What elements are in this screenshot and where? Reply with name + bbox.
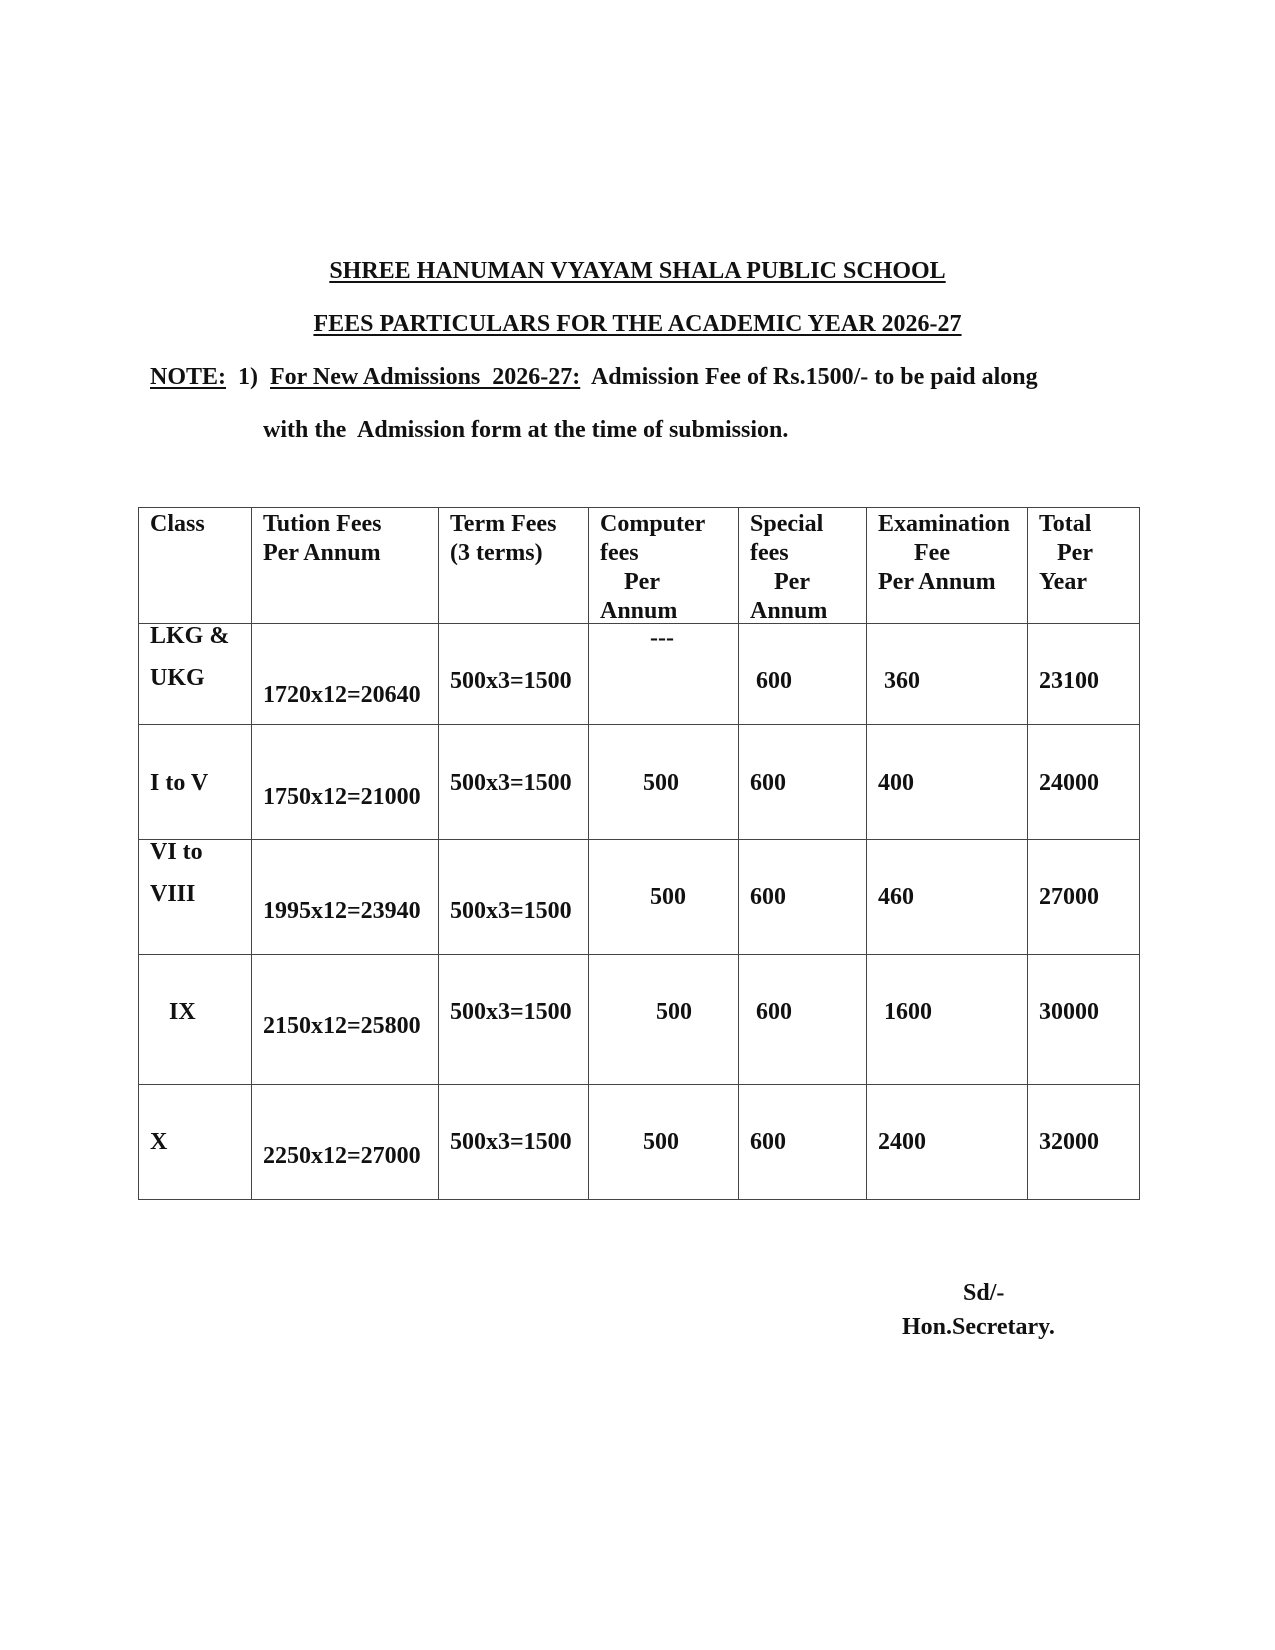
header-total-label: Total Per Year <box>1039 511 1093 595</box>
cell-computer-value: 500 <box>650 884 686 910</box>
cell-tuition-value: 1720x12=20640 <box>263 682 421 708</box>
cell-term <box>439 624 589 725</box>
cell-computer-value: 500 <box>656 999 692 1025</box>
cell-term-value: 500x3=1500 <box>450 770 572 796</box>
cell-total <box>1028 725 1140 840</box>
header-term-label: Term Fees (3 terms) <box>450 511 557 566</box>
cell-computer-value: 500 <box>643 1129 679 1155</box>
cell-special <box>739 955 867 1085</box>
cell-exam-value: 2400 <box>878 1129 926 1155</box>
cell-exam <box>867 725 1028 840</box>
header-special-label: Special fees Per Annum <box>750 511 828 624</box>
cell-total-value: 23100 <box>1039 668 1099 694</box>
table-row <box>139 955 1140 1085</box>
cell-special-value: 600 <box>750 770 786 796</box>
cell-special-value: 600 <box>756 668 792 694</box>
header-total <box>1028 508 1140 624</box>
school-name-title: SHREE HANUMAN VYAYAM SHALA PUBLIC SCHOOL <box>329 258 946 284</box>
cell-exam <box>867 624 1028 725</box>
cell-term-value: 500x3=1500 <box>450 999 572 1025</box>
cell-tuition-value: 1995x12=23940 <box>263 898 421 924</box>
cell-term <box>439 955 589 1085</box>
header-special <box>739 508 867 624</box>
cell-class-value: IX <box>169 999 196 1025</box>
header-class-label: Class <box>150 511 205 537</box>
cell-class-value: I to V <box>150 770 209 796</box>
header-term <box>439 508 589 624</box>
cell-special-value: 600 <box>756 999 792 1025</box>
cell-class-value: VI to VIII <box>150 839 203 907</box>
note-line-1-text: Admission Fee of Rs.1500/- to be paid along <box>590 364 1038 390</box>
note-item-heading: For New Admissions 2026-27: <box>270 364 581 390</box>
cell-exam <box>867 840 1028 955</box>
cell-tuition-value: 2250x12=27000 <box>263 1143 421 1169</box>
cell-term-value: 500x3=1500 <box>450 1129 572 1155</box>
cell-exam-value: 1600 <box>884 999 932 1025</box>
header-exam <box>867 508 1028 624</box>
cell-special <box>739 1085 867 1200</box>
cell-computer <box>589 1085 739 1200</box>
note-line-2: with the Admission form at the time of submission. <box>263 417 789 443</box>
cell-tuition <box>252 725 439 840</box>
fees-table <box>138 507 1140 1200</box>
cell-exam-value: 360 <box>884 668 920 694</box>
cell-tuition-value: 1750x12=21000 <box>263 784 421 810</box>
cell-computer <box>589 955 739 1085</box>
cell-special-value: 600 <box>750 884 786 910</box>
cell-term-value: 500x3=1500 <box>450 898 572 924</box>
cell-total-value: 30000 <box>1039 999 1099 1025</box>
table-row <box>139 725 1140 840</box>
cell-computer <box>589 624 739 725</box>
cell-exam <box>867 955 1028 1085</box>
table-header-row <box>139 508 1140 624</box>
cell-tuition <box>252 955 439 1085</box>
cell-tuition <box>252 1085 439 1200</box>
cell-special <box>739 624 867 725</box>
cell-class <box>139 1085 252 1200</box>
signature-sd: Sd/- <box>963 1280 1005 1306</box>
note-line-1 <box>150 364 1038 391</box>
cell-term <box>439 1085 589 1200</box>
header-tuition-label: Tution Fees Per Annum <box>263 511 382 566</box>
cell-total <box>1028 840 1140 955</box>
cell-exam-value: 460 <box>878 884 914 910</box>
header-exam-label: Examination Fee Per Annum <box>878 511 1011 595</box>
signature-title: Hon.Secretary. <box>902 1314 1055 1340</box>
cell-total <box>1028 955 1140 1085</box>
cell-computer-value: --- <box>650 625 674 651</box>
table-row <box>139 840 1140 955</box>
cell-class <box>139 955 252 1085</box>
academic-year-subtitle: FEES PARTICULARS FOR THE ACADEMIC YEAR 2026-27 <box>313 311 962 337</box>
cell-special <box>739 725 867 840</box>
cell-exam-value: 400 <box>878 770 914 796</box>
cell-computer <box>589 840 739 955</box>
cell-total-value: 24000 <box>1039 770 1099 796</box>
note-item-number: 1) <box>238 364 259 390</box>
cell-total <box>1028 1085 1140 1200</box>
header-computer-label: Computer fees Per Annum <box>600 511 706 624</box>
cell-class-value: X <box>150 1129 168 1155</box>
cell-class <box>139 840 252 955</box>
cell-special <box>739 840 867 955</box>
cell-tuition <box>252 624 439 725</box>
cell-computer-value: 500 <box>643 770 679 796</box>
cell-tuition <box>252 840 439 955</box>
cell-term <box>439 840 589 955</box>
header-class <box>139 508 252 624</box>
table-row <box>139 1085 1140 1200</box>
table-row <box>139 624 1140 725</box>
cell-term-value: 500x3=1500 <box>450 668 572 694</box>
cell-computer <box>589 725 739 840</box>
cell-special-value: 600 <box>750 1129 786 1155</box>
cell-total-value: 32000 <box>1039 1129 1099 1155</box>
cell-tuition-value: 2150x12=25800 <box>263 1013 421 1039</box>
note-label: NOTE: <box>150 364 227 390</box>
cell-class <box>139 624 252 725</box>
header-tuition <box>252 508 439 624</box>
cell-total-value: 27000 <box>1039 884 1099 910</box>
cell-total <box>1028 624 1140 725</box>
cell-class-value: LKG & UKG <box>150 623 230 691</box>
cell-exam <box>867 1085 1028 1200</box>
cell-term <box>439 725 589 840</box>
header-computer <box>589 508 739 624</box>
cell-class <box>139 725 252 840</box>
